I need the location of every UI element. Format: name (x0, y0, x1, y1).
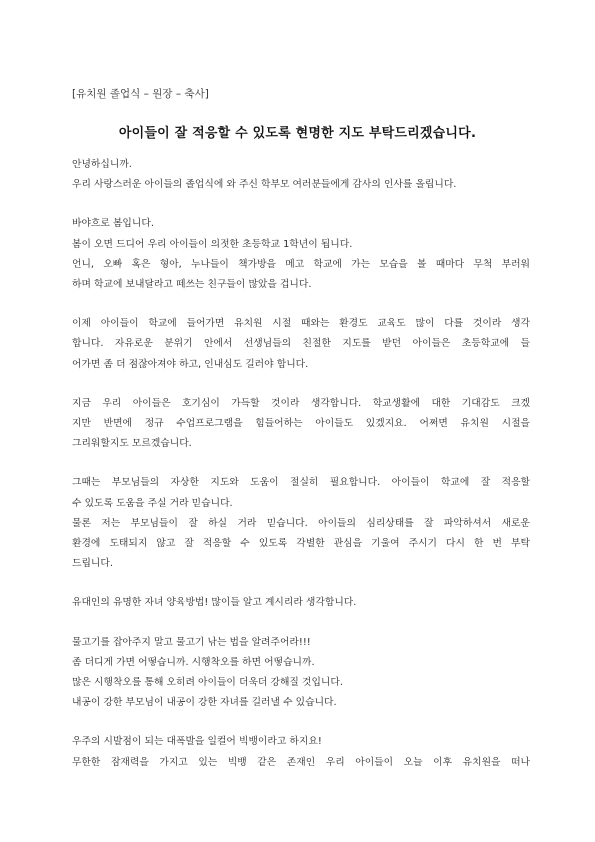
document-body (72, 155, 530, 792)
text-line: 지만 반면에 정규 수업프로그램을 힘들어하는 아이들도 있겠지요. 어쩌면 유치원 시절을 (72, 417, 530, 429)
text-line: 좀 더디게 가면 어떻습니까. 시행착오를 하면 어떻습니까. (72, 656, 315, 668)
text-line: 드립니다. (72, 558, 113, 570)
paragraph (72, 155, 530, 195)
text-line: 우리 사랑스러운 아이들의 졸업식에 와 주신 학부모 여러분들에게 감사의 인사를 올립니다. (72, 179, 457, 191)
text-line: 우주의 시발점이 되는 대폭발을 일컬어 빅뱅이라고 하지요! (72, 736, 322, 748)
paragraph (72, 633, 530, 714)
paragraph (72, 394, 530, 455)
text-line: 물고기를 잡아주지 말고 물고기 낚는 법을 알려주어라!!! (72, 636, 311, 648)
text-line: 바야흐로 봄입니다. (72, 218, 154, 230)
text-line: 물론 저는 부모님들이 잘 하실 거라 믿습니다. 아이들의 심리상태를 잘 파악하셔서 새로운 (72, 517, 530, 529)
text-line: 합니다. 자유로운 분위기 안에서 선생님들의 친절한 지도를 받던 아이들은 초등학교에 들 (72, 338, 530, 350)
paragraph (72, 473, 530, 574)
text-line: 무한한 잠재력을 가지고 있는 빅뱅 같은 존재인 우리 아이들이 오늘 이후 유치원을 떠나 (72, 756, 530, 768)
paragraph (72, 314, 530, 375)
text-line: 유대인의 유명한 자녀 양육방법! 많이들 알고 계시리라 생각합니다. (72, 597, 357, 609)
text-line: 수 있도록 도움을 주실 거라 믿습니다. (72, 497, 233, 509)
paragraph (72, 732, 530, 772)
text-line: 하며 학교에 보내달라고 떼쓰는 친구들이 많았을 겁니다. (72, 279, 312, 290)
text-line: 봄이 오면 드디어 우리 아이들이 의젓한 초등학교 1학년이 됩니다. (72, 238, 353, 250)
text-line: 어가면 좀 더 점잖아져야 하고, 인내심도 길러야 합니다. (72, 358, 309, 370)
text-line: 내공이 강한 부모님이 내공이 강한 자녀를 길러낼 수 있습니다. (72, 697, 337, 709)
document-category: [유치원 졸업식 – 원장 – 축사] (72, 88, 209, 100)
text-line: 그때는 부모님들의 자상한 지도와 도움이 절실히 필요합니다. 아이들이 학교에 잘 적응할 (72, 477, 530, 489)
paragraph (72, 593, 530, 613)
text-line: 언니, 오빠 혹은 형아, 누나들이 책가방을 메고 학교에 가는 모습을 볼 때마다 무척 부러워 (72, 258, 530, 270)
text-line: 이제 아이들이 학교에 들어가면 유치원 시절 때와는 환경도 교육도 많이 다를 것이라 생각 (72, 318, 530, 330)
paragraph (72, 214, 530, 295)
text-line: 그리워할지도 모르겠습니다. (72, 438, 192, 450)
document-title: 아이들이 잘 적응할 수 있도록 현명한 지도 부탁드리겠습니다. (118, 126, 477, 141)
text-line: 안녕하십니까. (72, 159, 132, 170)
text-line: 많은 시행착오를 통해 오히려 아이들이 더욱더 강해질 것입니다. (72, 676, 343, 688)
text-line: 환경에 도태되지 않고 잘 적응할 수 있도록 각별한 관심을 기울여 주시기 다시 한 번 부탁 (72, 537, 530, 549)
text-line: 지금 우리 아이들은 호기심이 가득할 것이라 생각합니다. 학교생활에 대한 기대감도 크겠 (72, 397, 530, 409)
